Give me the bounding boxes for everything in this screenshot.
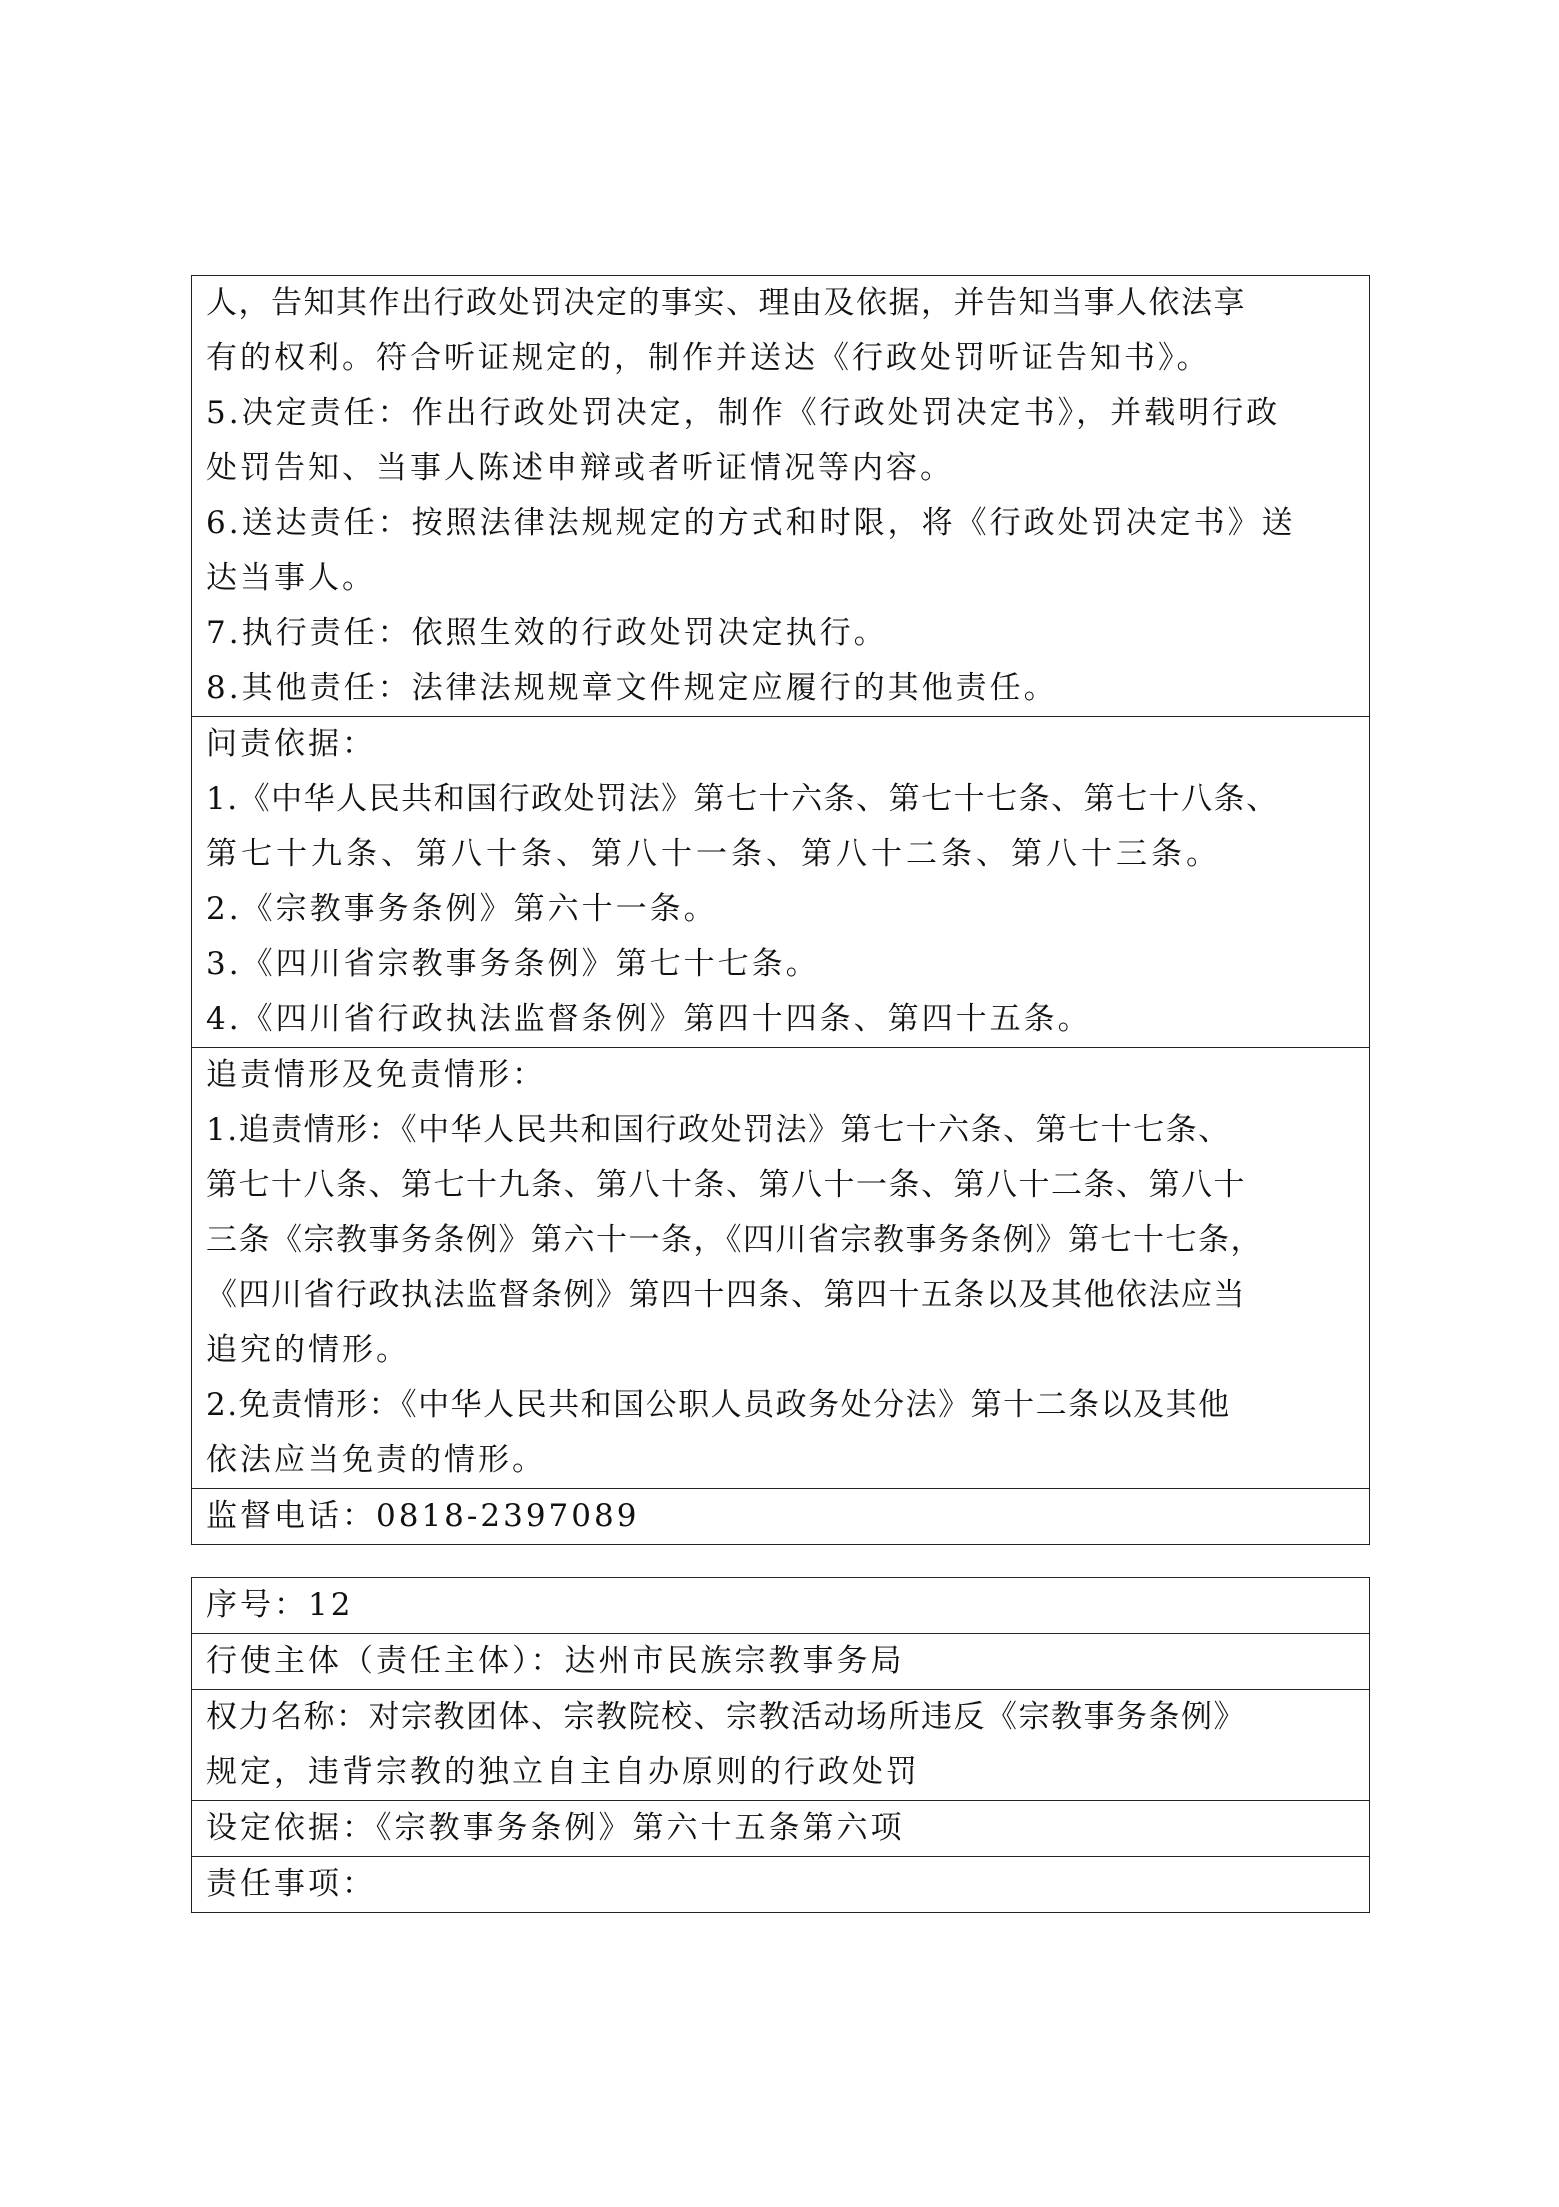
supervision-phone: 监督电话：0818-2397089 — [206, 1498, 640, 1534]
text-line: 第七十八条、第七十九条、第八十条、第八十一条、第八十二条、第八十 — [206, 1167, 1246, 1203]
text-line: 7.执行责任：依照生效的行政处罚决定执行。 — [206, 615, 888, 651]
text-line: 1.追责情形：《中华人民共和国行政处罚法》第七十六条、第七十七条、 — [206, 1112, 1231, 1148]
text-line: 追究的情形。 — [206, 1332, 410, 1368]
text-line: 1.《中华人民共和国行政处罚法》第七十六条、第七十七条、第七十八条、 — [206, 781, 1279, 817]
text-line: 《四川省行政执法监督条例》第四十四条、第四十五条以及其他依法应当 — [206, 1277, 1246, 1313]
text-line: 4.《四川省行政执法监督条例》第四十四条、第四十五条。 — [206, 1001, 1092, 1037]
text-line: 2.《宗教事务条例》第六十一条。 — [206, 891, 718, 927]
responsible-subject: 行使主体（责任主体）：达州市民族宗教事务局 — [206, 1643, 905, 1679]
responsibility-table-continued — [191, 275, 1370, 1545]
text-line: 依法应当免责的情形。 — [206, 1442, 546, 1478]
text-line: 8.其他责任：法律法规规章文件规定应履行的其他责任。 — [206, 670, 1058, 706]
text-line: 处罚告知、当事人陈述申辩或者听证情况等内容。 — [206, 450, 954, 486]
text-line: 规定，违背宗教的独立自主自办原则的行政处罚 — [206, 1754, 920, 1790]
text-line: 有的权利。符合听证规定的，制作并送达《行政处罚听证告知书》。 — [206, 340, 1211, 376]
duties-label: 责任事项： — [206, 1866, 376, 1902]
legal-basis-cell — [192, 1800, 1369, 1856]
text-line: 达当事人。 — [206, 560, 376, 596]
text-line: 5.决定责任：作出行政处罚决定，制作《行政处罚决定书》，并载明行政 — [206, 395, 1281, 431]
supervision-phone-cell — [192, 1488, 1369, 1544]
text-line: 三条《宗教事务条例》第六十一条，《四川省宗教事务条例》第七十七条， — [206, 1222, 1263, 1258]
serial-number: 序号：12 — [206, 1587, 354, 1623]
accountability-basis-cell — [192, 716, 1369, 1047]
liability-exemption-cell — [192, 1047, 1369, 1488]
text-line: 问责依据： — [206, 726, 376, 762]
text-line: 第七十九条、第八十条、第八十一条、第八十二条、第八十三条。 — [206, 836, 1221, 872]
legal-basis: 设定依据：《宗教事务条例》第六十五条第六项 — [206, 1810, 905, 1846]
duties-cell — [192, 1856, 1369, 1912]
responsibility-table-item-12 — [191, 1577, 1370, 1913]
duties-cell — [192, 276, 1369, 716]
text-line: 3.《四川省宗教事务条例》第七十七条。 — [206, 946, 820, 982]
text-line: 人，告知其作出行政处罚决定的事实、理由及依据，并告知当事人依法享 — [206, 285, 1246, 321]
text-line: 权力名称：对宗教团体、宗教院校、宗教活动场所违反《宗教事务条例》 — [206, 1699, 1246, 1735]
power-name-cell — [192, 1689, 1369, 1800]
responsible-subject-cell — [192, 1633, 1369, 1689]
serial-number-cell — [192, 1578, 1369, 1633]
text-line: 6.送达责任：按照法律法规规定的方式和时限，将《行政处罚决定书》送 — [206, 505, 1296, 541]
text-line: 追责情形及免责情形： — [206, 1057, 546, 1093]
text-line: 2.免责情形：《中华人民共和国公职人员政务处分法》第十二条以及其他 — [206, 1387, 1231, 1423]
